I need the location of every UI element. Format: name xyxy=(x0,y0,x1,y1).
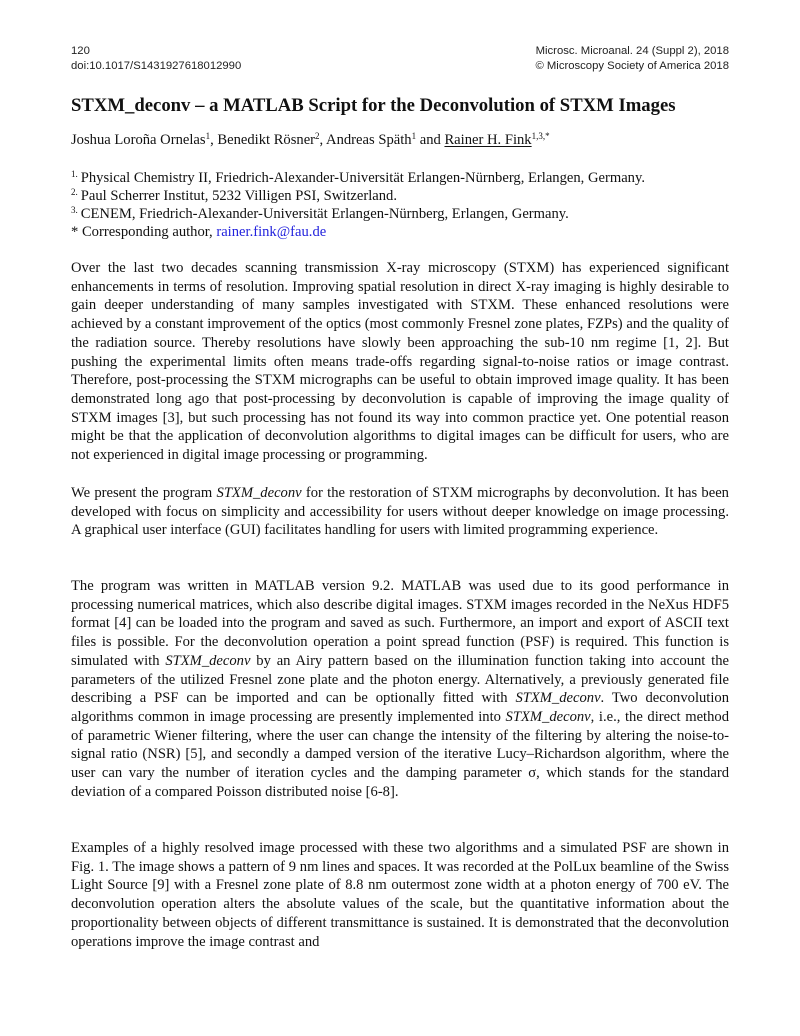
author-separator: , xyxy=(210,132,218,148)
affiliation-mark: 2. xyxy=(71,187,78,197)
corresponding-label: * Corresponding author, xyxy=(71,224,217,240)
affiliation-mark: 1. xyxy=(71,169,78,179)
paper-title: STXM_deconv – a MATLAB Script for the Deconvolution of STXM Images xyxy=(71,95,676,116)
journal-citation: Microsc. Microanal. 24 (Suppl 2), 2018 xyxy=(535,45,729,57)
paragraph-text: for the restoration of STXM micrographs by deconvolution. It has been developed with focus on simplicity and accessibility for users without deeper knowledge on image processing. A graphical user interface (GUI) facilitates handling for users with limited programming experience. xyxy=(71,485,729,539)
affiliation-text: CENEM, Friedrich-Alexander-Universität Erlangen-Nürnberg, Erlangen, Germany. xyxy=(80,206,569,222)
body-paragraph-methods xyxy=(71,577,729,801)
paragraph-text: , i.e., the direct method of parametric Wiener filtering, where the user can change the intensity of the filtering by altering the noise-to-signal ratio (NSR) [5], and secondly a damped version of the iterative Lucy–Richardson algorithm, where the user can vary the number of iteration cycles and the damping parameter σ, which stands for the standard deviation of a compared Poisson distributed noise [6-8]. xyxy=(71,708,729,800)
corresponding-author-line xyxy=(71,223,729,241)
affiliation-mark: 3. xyxy=(71,205,78,215)
copyright: © Microscopy Society of America 2018 xyxy=(535,60,729,72)
affiliation-item xyxy=(71,205,729,223)
body-paragraph-program xyxy=(71,484,729,540)
program-name-italic: STXM_deconv xyxy=(165,652,251,669)
page-number: 120 xyxy=(71,45,90,57)
affiliation-text: Physical Chemistry II, Friedrich-Alexander-Universität Erlangen-Nürnberg, Erlangen, Germany. xyxy=(80,170,645,186)
paragraph-text: The program was written in MATLAB version 9.2. MATLAB was used due to its good performance in processing numerical matrices, which also describe digital images. STXM images recorded in the NeXus HDF5 format [4] can be loaded into the program and saved as such. Furthermore, an import and export of ASCII text files is possible. For the deconvolution operation a point spread function (PSF) is required. This function is simulated with xyxy=(71,578,729,669)
running-header-right xyxy=(535,44,729,74)
author-list xyxy=(71,131,729,149)
doi: doi:10.1017/S1431927618012990 xyxy=(71,60,242,72)
author-affiliation-mark: 2 xyxy=(315,131,320,141)
affiliation-text: Paul Scherrer Institut, 5232 Villigen PSI, Switzerland. xyxy=(80,188,397,204)
paragraph-text: We present the program xyxy=(71,485,217,501)
affiliation-list xyxy=(71,169,729,241)
author-affiliation-mark: 1 xyxy=(205,131,211,141)
author-name: Andreas Späth xyxy=(326,132,412,148)
body-paragraph-examples: Examples of a highly resolved image processed with these two algorithms and a simulated PSF are shown in Fig. 1. The image shows a pattern of 9 nm lines and spaces. It was recorded at the PolLux beamline of the Swiss Light Source [9] with a Fresnel zone plate of 8.8 nm outermost zone width at a photon energy of 700 eV. The deconvolution operation alters the absolute values of the scale, but the quantitative information about the proportionality between objects of different transmittance is sustained. It is demonstrated that the deconvolution operations improve the image contrast and xyxy=(71,840,729,950)
author-name: Benedikt Rösner xyxy=(217,132,316,148)
author-affiliation-mark: 1,3,* xyxy=(531,131,550,141)
author-separator: , xyxy=(319,132,327,148)
author-separator: and xyxy=(416,132,445,148)
program-name-italic: STXM_deconv xyxy=(216,485,302,501)
author-affiliation-mark: 1 xyxy=(411,131,417,141)
corresponding-author-name: Rainer H. Fink xyxy=(444,132,532,148)
corresponding-email-link[interactable]: rainer.fink@fau.de xyxy=(216,224,327,240)
paragraph-text: . Two deconvolution algorithms common in image processing are presently implemented into xyxy=(71,690,730,725)
affiliation-item xyxy=(71,187,729,205)
program-name-italic: STXM_deconv xyxy=(505,708,591,725)
author-name: Joshua Loroña Ornelas xyxy=(71,132,206,148)
body-paragraph-intro: Over the last two decades scanning transmission X-ray microscopy (STXM) has experienced significant enhancements in terms of resolution. Improving spatial resolution in direct X-ray imaging is highly desirable to gain deeper understanding of many samples investigated with STXM. These enhanced resolutions were achieved by a constant improvement of the optics (most commonly Fresnel zone plates, FZPs) and the quality of the radiation source. Thereby resolutions have slowly been approaching the sub-10 nm regime [1, 2]. But pushing the experimental limits often means trade-offs regarding signal-to-noise ratios or image contrast. Therefore, post-processing the STXM micrographs can be useful to obtain improved image quality. It has been demonstrated long ago that post-processing by deconvolution is capable of improving the image quality of STXM images [3], but such processing has not found its way into common practice yet. One potential reason might be that the application of deconvolution algorithms to digital images can be difficult for users, who are not experienced in digital image processing or programming. xyxy=(71,260,729,464)
affiliation-item xyxy=(71,169,729,187)
running-header-left xyxy=(71,44,241,74)
program-name-italic: STXM_deconv xyxy=(515,690,601,707)
paragraph-text: by an Airy pattern based on the illumination function taking into account the parameters of the utilized Fresnel zone plate and the photon energy. Alternatively, a previously generated file describing a PSF can be imported and can be optionally fitted with xyxy=(71,652,729,707)
